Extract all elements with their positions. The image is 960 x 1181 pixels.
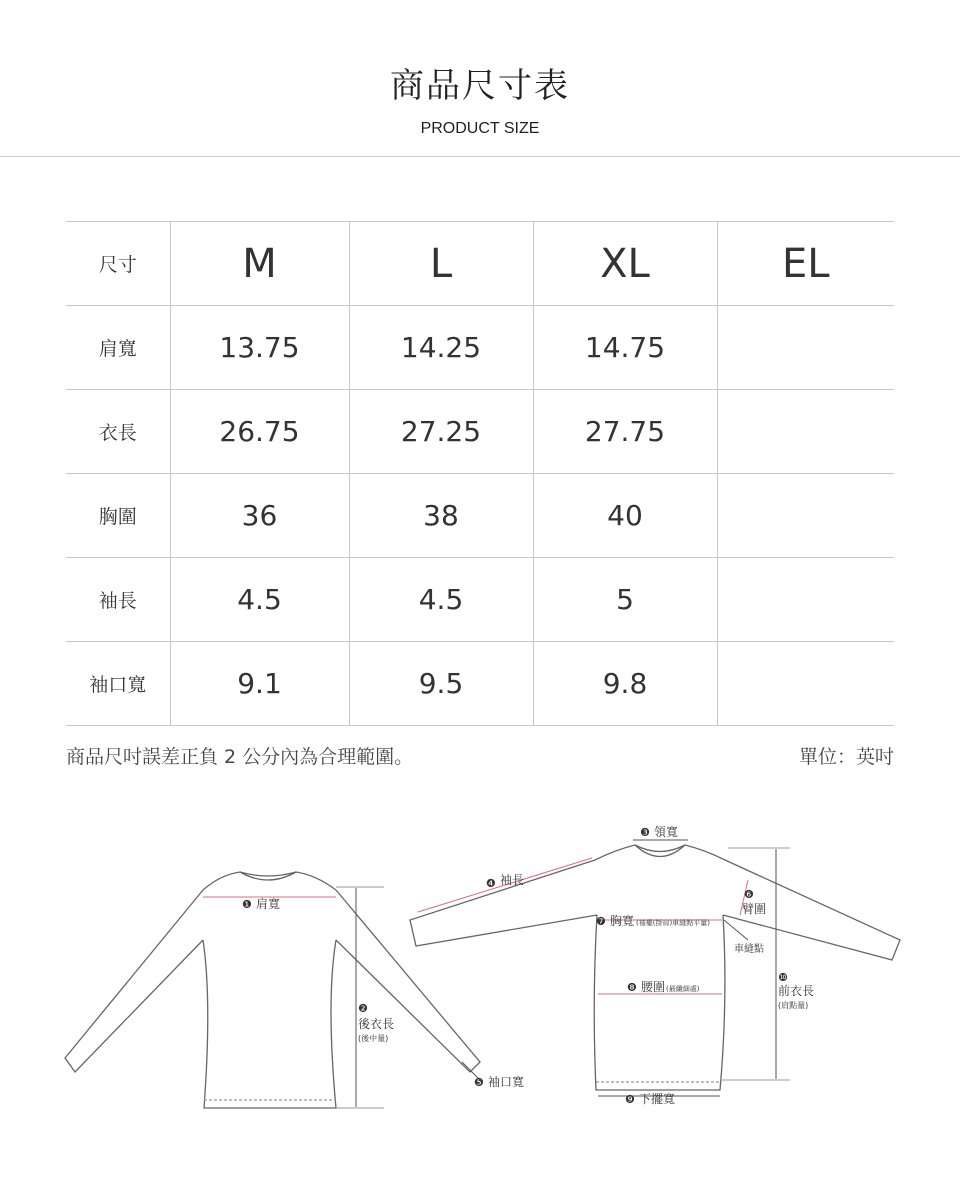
table-row	[66, 306, 894, 390]
measurement-diagram	[0, 800, 960, 1170]
label-neck: 領寬	[654, 825, 679, 839]
table-row	[66, 390, 894, 474]
marker-1: ❶	[242, 898, 252, 911]
label-cuff: 袖口寬	[488, 1075, 525, 1089]
marker-2: ❷	[358, 1002, 368, 1015]
label-hem: 下擺寬	[639, 1092, 676, 1106]
label-front-length-note: (肩點量)	[778, 1001, 809, 1010]
table-cell	[717, 558, 894, 642]
table-cell: 36	[170, 474, 349, 558]
table-cell	[717, 642, 894, 726]
marker-6: ❻	[744, 888, 754, 901]
table-row	[66, 474, 894, 558]
table-cell: 40	[533, 474, 717, 558]
label-seam: 車縫點	[734, 944, 764, 955]
table-cell: 4.5	[349, 558, 533, 642]
unit-label: 單位：英吋	[798, 746, 894, 768]
size-header-row	[66, 222, 894, 306]
marker-4: ❹	[486, 877, 496, 890]
table-cell: 14.25	[349, 306, 533, 390]
table-cell: 9.5	[349, 642, 533, 726]
table-cell: 13.75	[170, 306, 349, 390]
size-header-m: M	[170, 222, 349, 306]
marker-3: ❸	[640, 826, 650, 839]
table-cell	[717, 390, 894, 474]
size-header-el: EL	[717, 222, 894, 306]
front-measure-lines	[418, 840, 790, 1096]
label-sleeve: 袖長	[500, 873, 525, 887]
marker-9: ❾	[625, 1093, 635, 1106]
label-waist: 腰圍	[641, 980, 666, 994]
front-shirt-outline	[410, 845, 900, 1090]
table-cell: 9.8	[533, 642, 717, 726]
label-chest: 胸寬	[610, 914, 635, 928]
table-cell: 26.75	[170, 390, 349, 474]
page-title: 商品尺寸表	[390, 66, 570, 106]
table-row	[66, 558, 894, 642]
row-label-length: 衣長	[66, 390, 170, 474]
table-cell	[717, 474, 894, 558]
row-label-shoulder: 肩寬	[66, 306, 170, 390]
row-label-sleeve: 袖長	[66, 558, 170, 642]
row-label-chest: 胸圍	[66, 474, 170, 558]
label-front-length: 前衣長	[778, 984, 815, 998]
back-measure-lines	[203, 887, 480, 1108]
size-header-xl: XL	[533, 222, 717, 306]
marker-5: ❺	[474, 1076, 484, 1089]
marker-7: ❼	[596, 915, 606, 928]
size-header-l: L	[349, 222, 533, 306]
table-cell: 9.1	[170, 642, 349, 726]
label-back-length: 後衣長	[358, 1017, 395, 1031]
row-label-cuff: 袖口寬	[66, 642, 170, 726]
table-cell: 14.75	[533, 306, 717, 390]
label-shoulder: 肩寬	[256, 897, 281, 911]
table-cell: 4.5	[170, 558, 349, 642]
table-cell: 5	[533, 558, 717, 642]
table-cell	[717, 306, 894, 390]
corner-label: 尺寸	[66, 222, 170, 306]
marker-10: ❿	[778, 971, 788, 984]
header-divider	[0, 156, 960, 157]
table-cell: 38	[349, 474, 533, 558]
label-back-length-note: (後中量)	[358, 1034, 389, 1043]
table-row	[66, 642, 894, 726]
marker-8: ❽	[627, 981, 637, 994]
label-waist-note: (最纖細處)	[666, 985, 700, 993]
page-subtitle: PRODUCT SIZE	[420, 120, 540, 137]
label-chest-note: (袖襱(掛肩)車縫點平量)	[636, 919, 710, 927]
size-table	[66, 221, 894, 726]
table-cell: 27.25	[349, 390, 533, 474]
label-arm: 臂圍	[742, 902, 767, 916]
table-cell: 27.75	[533, 390, 717, 474]
tolerance-note: 商品尺吋誤差正負 2 公分內為合理範圍。	[66, 746, 414, 768]
